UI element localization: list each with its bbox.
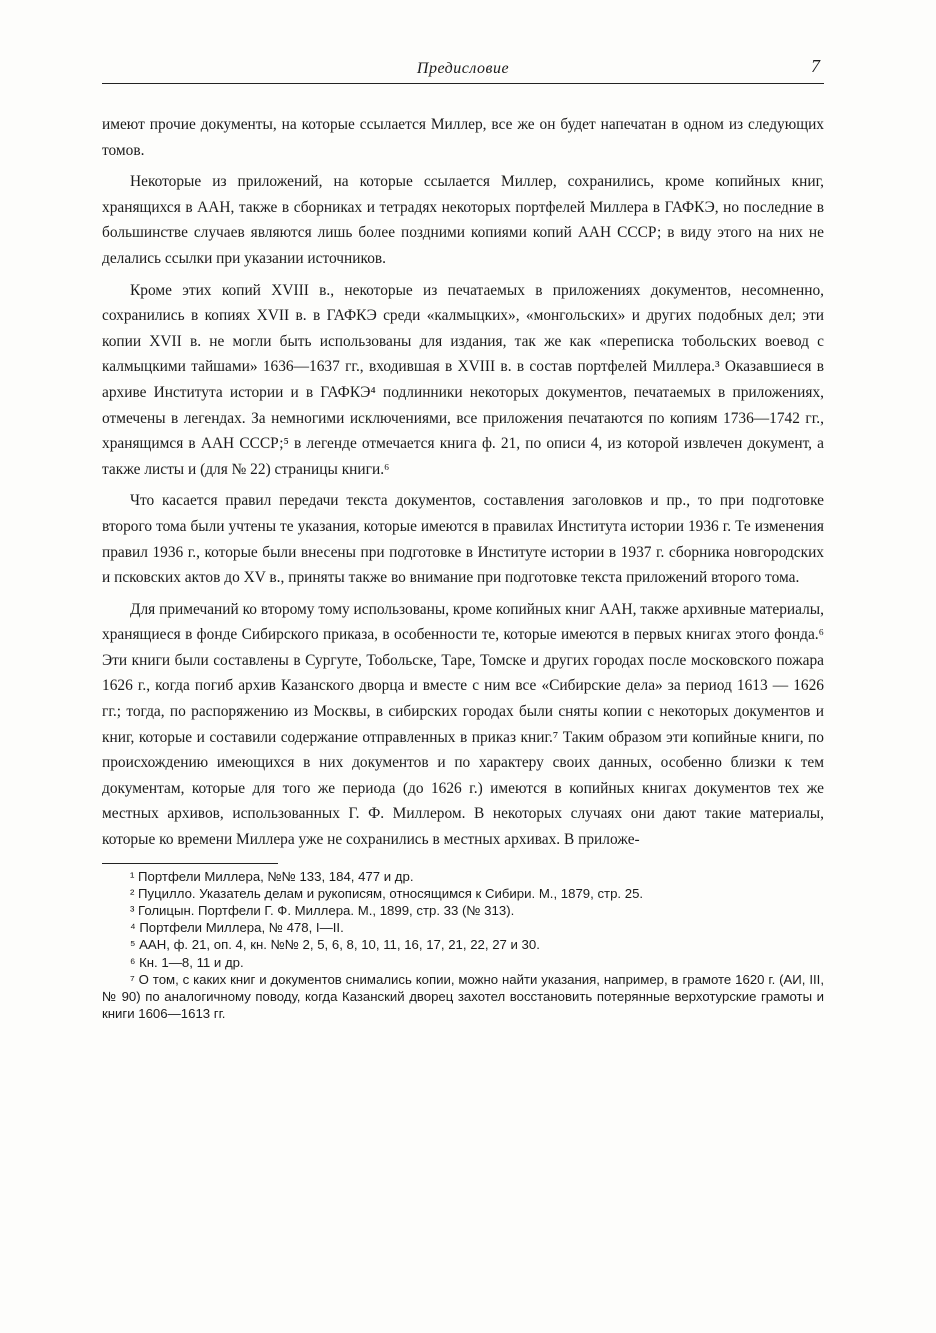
footnote: ⁵ ААН, ф. 21, оп. 4, кн. №№ 2, 5, 6, 8, 10, 11, 16, 17, 21, 22, 27 и 30.: [130, 937, 540, 953]
footnote: ⁶ Кн. 1—8, 11 и др.: [130, 954, 244, 970]
footnote: ³ Голицын. Портфели Г. Ф. Миллера. М., 1899, стр. 33 (№ 313).: [130, 903, 515, 919]
footnote: ² Пуцилло. Указатель делам и рукописям, относящимся к Сибири. М., 1879, стр. 25.: [130, 885, 644, 901]
running-header: [102, 54, 824, 82]
document-page: [102, 54, 824, 1022]
body-text: [102, 112, 824, 853]
paragraph: Некоторые из приложений, на которые ссылается Миллер, сохранились, кроме копийных книг, хранящихся в ААН, также в сборниках и тетрадях некоторых портфелей Миллера в ГАФКЭ, но последние в большинстве случаев являются лишь более поздними копиями копий ААН СССР; в виду этого на них не делались ссылки при указании источников.: [102, 173, 824, 267]
footnotes: [102, 868, 824, 1023]
page-number: 7: [811, 56, 820, 76]
paragraph: Что касается правил передачи текста документов, составления заголовков и пр., то при подготовке второго тома были учтены те указания, которые имеются в правилах Института истории 1936 г. Те изменения правил 1936 г., которые были внесены при подготовке в Институте истории в 1937 г. сборника новгородских и псковских актов до XV в., приняты также во внимание при подготовке текста приложений второго тома.: [102, 492, 824, 587]
paragraph: Кроме этих копий XVIII в., некоторые из печатаемых в приложениях документов, несомненно, сохранились в копиях XVII в. в ГАФКЭ среди «калмыцких», «монгольских» и других подобных дел; эти копии XVII в. не могли быть использованы для издания, так же как «переписка тобольских воевод с калмыцкими тайшами» 1636—1637 гг., входившая в XVIII в. в состав портфелей Миллера.³ Оказавшиеся в архиве Института истории и в ГАФКЭ⁴ подлинники некоторых документов, печатаемых в приложениях, отмечены в легендах. За немногими исключениями, все приложения печатаются по копиям 1736—1742 гг., хранящимся в ААН СССР;⁵ в легенде отмечается книга ф. 21, по описи 4, из которой извлечен документ, а также листы и (для № 22) страницы книги.⁶: [102, 281, 824, 478]
footnote: ⁷ О том, с каких книг и документов снимались копии, можно найти указания, например, в грамоте 1620 г. (АИ, III, № 90) по аналогичному поводу, когда Казанский дворец захотел восстановить потерянные верхотурские грамоты и книги 1606—1613 гг.: [102, 971, 824, 1022]
paragraph: имеют прочие документы, на которые ссылается Миллер, все же он будет напечатан в одном из следующих томов.: [102, 116, 824, 159]
footnote: ¹ Портфели Миллера, №№ 133, 184, 477 и др.: [130, 868, 414, 884]
footnote: ⁴ Портфели Миллера, № 478, I—II.: [130, 920, 344, 936]
paragraph: Для примечаний ко второму тому использованы, кроме копийных книг ААН, также архивные материалы, хранящиеся в фонде Сибирского приказа, в особенности те, которые имеются в первых книгах этого фонда.⁶ Эти книги были составлены в Сургуте, Тобольске, Таре, Томске и других городах после московского пожара 1626 г., когда погиб архив Казанского дворца и вместе с ним все «Сибирские дела» за период 1613 — 1626 гг.; тогда, по распоряжению из Москвы, в сибирских городах были сняты копии с некоторых документов и книг, которые и составили содержание отправленных в приказ книг.⁷ Таким образом эти копийные книги, по происхождению имеющихся в них документов и по характеру своих данных, особенно близки к тем документам, которые для того же периода (до 1626 г.) имеются в копийных книгах документов тех же местных архивов, использованных Г. Ф. Миллером. В некоторых случаях они дают такие материалы, которые ко времени Миллера уже не сохранились в местных архивах. В приложе-: [102, 600, 824, 849]
footnote-rule: [102, 863, 278, 864]
header-title: Предисловие: [416, 60, 510, 77]
header-rule: [102, 83, 824, 84]
